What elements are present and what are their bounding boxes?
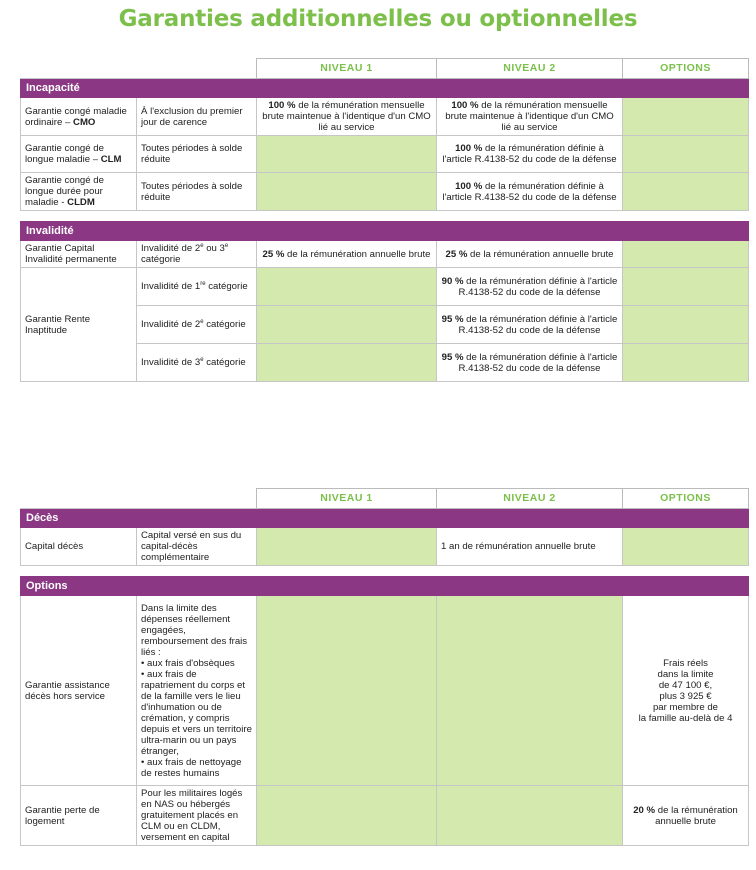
row-condition: Capital versé en sus du capital-décès complémentaire: [137, 528, 257, 566]
cell-niveau-1: [257, 596, 437, 786]
table-row: [21, 241, 749, 268]
cell-options: [623, 528, 749, 566]
row-condition: Toutes périodes à solde réduite: [137, 173, 257, 211]
cell-options: [623, 136, 749, 173]
table-row: [21, 528, 749, 566]
cell-niveau-1: [257, 173, 437, 211]
cell-options: [623, 241, 749, 268]
table-row: [21, 268, 749, 306]
cell-niveau-1: 100 % de la rémunération mensuelle brute maintenue à l'identique d'un CMO lié au service: [257, 98, 437, 136]
row-label: Capital décès: [21, 528, 137, 566]
cell-options: 20 % de la rémunération annuelle brute: [623, 786, 749, 846]
row-condition: À l'exclusion du premier jour de carence: [137, 98, 257, 136]
table-row: [21, 596, 749, 786]
cell-niveau-1: [257, 528, 437, 566]
row-condition: Invalidité de 2e catégorie: [137, 306, 257, 344]
cell-niveau-2: 90 % de la rémunération définie à l'article R.4138-52 du code de la défense: [437, 268, 623, 306]
row-condition: Dans la limite des dépenses réellement engagées, remboursement des frais liés : • aux frais d'obsèques • aux frais de rapatriement du corps et de la famille vers le lieu d'inhumation ou de crémation, y compris depuis et vers un territoire ultra-marin ou un pays étranger, • aux frais de nettoyage de restes humains: [137, 596, 257, 786]
table-row: [21, 173, 749, 211]
header-niveau-1: NIVEAU 1: [257, 489, 437, 509]
cell-options: [623, 98, 749, 136]
cell-options: [623, 344, 749, 382]
header-options: OPTIONS: [623, 59, 749, 79]
header-niveau-2: NIVEAU 2: [437, 489, 623, 509]
cell-niveau-1: [257, 786, 437, 846]
cell-niveau-1: [257, 306, 437, 344]
row-label: Garantie assistance décès hors service: [21, 596, 137, 786]
cell-niveau-1: [257, 344, 437, 382]
section-incapacite: Incapacité: [21, 79, 749, 98]
row-condition: Invalidité de 2e ou 3e catégorie: [137, 241, 257, 268]
table-row: [21, 136, 749, 173]
page-title: Garanties additionnelles ou optionnelles: [118, 6, 638, 32]
cell-niveau-1: [257, 136, 437, 173]
cell-niveau-1: [257, 268, 437, 306]
cell-niveau-2: 95 % de la rémunération définie à l'article R.4138-52 du code de la défense: [437, 306, 623, 344]
cell-niveau-2: [437, 786, 623, 846]
header-niveau-1: NIVEAU 1: [257, 59, 437, 79]
section-invalidite: Invalidité: [21, 222, 749, 241]
cell-options: Frais réels dans la limite de 47 100 €, plus 3 925 € par membre de la famille au-delà de 4: [623, 596, 749, 786]
row-condition: Invalidité de 3e catégorie: [137, 344, 257, 382]
cell-niveau-2: 100 % de la rémunération définie à l'article R.4138-52 du code de la défense: [437, 136, 623, 173]
cell-options: [623, 173, 749, 211]
table-deces-options: [20, 488, 749, 846]
section-options: Options: [21, 577, 749, 596]
cell-niveau-2: [437, 596, 623, 786]
row-condition: Invalidité de 1re catégorie: [137, 268, 257, 306]
row-label: Garantie perte de logement: [21, 786, 137, 846]
cell-options: [623, 306, 749, 344]
header-options: OPTIONS: [623, 489, 749, 509]
cell-options: [623, 268, 749, 306]
table-incapacite-invalidite: [20, 58, 749, 382]
header-niveau-2: NIVEAU 2: [437, 59, 623, 79]
row-label: Garantie congé maladie ordinaire – CMO: [21, 98, 137, 136]
cell-niveau-2: 95 % de la rémunération définie à l'article R.4138-52 du code de la défense: [437, 344, 623, 382]
row-label: Garantie Capital Invalidité permanente: [21, 241, 137, 268]
row-condition: Pour les militaires logés en NAS ou hébergés gratuitement placés en CLM ou en CLDM, versement en capital: [137, 786, 257, 846]
header-blank: [21, 489, 257, 509]
cell-niveau-2: 1 an de rémunération annuelle brute: [437, 528, 623, 566]
row-condition: Toutes périodes à solde réduite: [137, 136, 257, 173]
cell-niveau-1: 25 % de la rémunération annuelle brute: [257, 241, 437, 268]
row-label: Garantie Rente Inaptitude: [21, 268, 137, 382]
section-deces: Décès: [21, 509, 749, 528]
header-blank: [21, 59, 257, 79]
table-row: [21, 786, 749, 846]
cell-niveau-2: 25 % de la rémunération annuelle brute: [437, 241, 623, 268]
row-label: Garantie congé de longue durée pour maladie - CLDM: [21, 173, 137, 211]
cell-niveau-2: 100 % de la rémunération mensuelle brute maintenue à l'identique d'un CMO lié au service: [437, 98, 623, 136]
table-row: [21, 98, 749, 136]
cell-niveau-2: 100 % de la rémunération définie à l'article R.4138-52 du code de la défense: [437, 173, 623, 211]
row-label: Garantie congé de longue maladie – CLM: [21, 136, 137, 173]
